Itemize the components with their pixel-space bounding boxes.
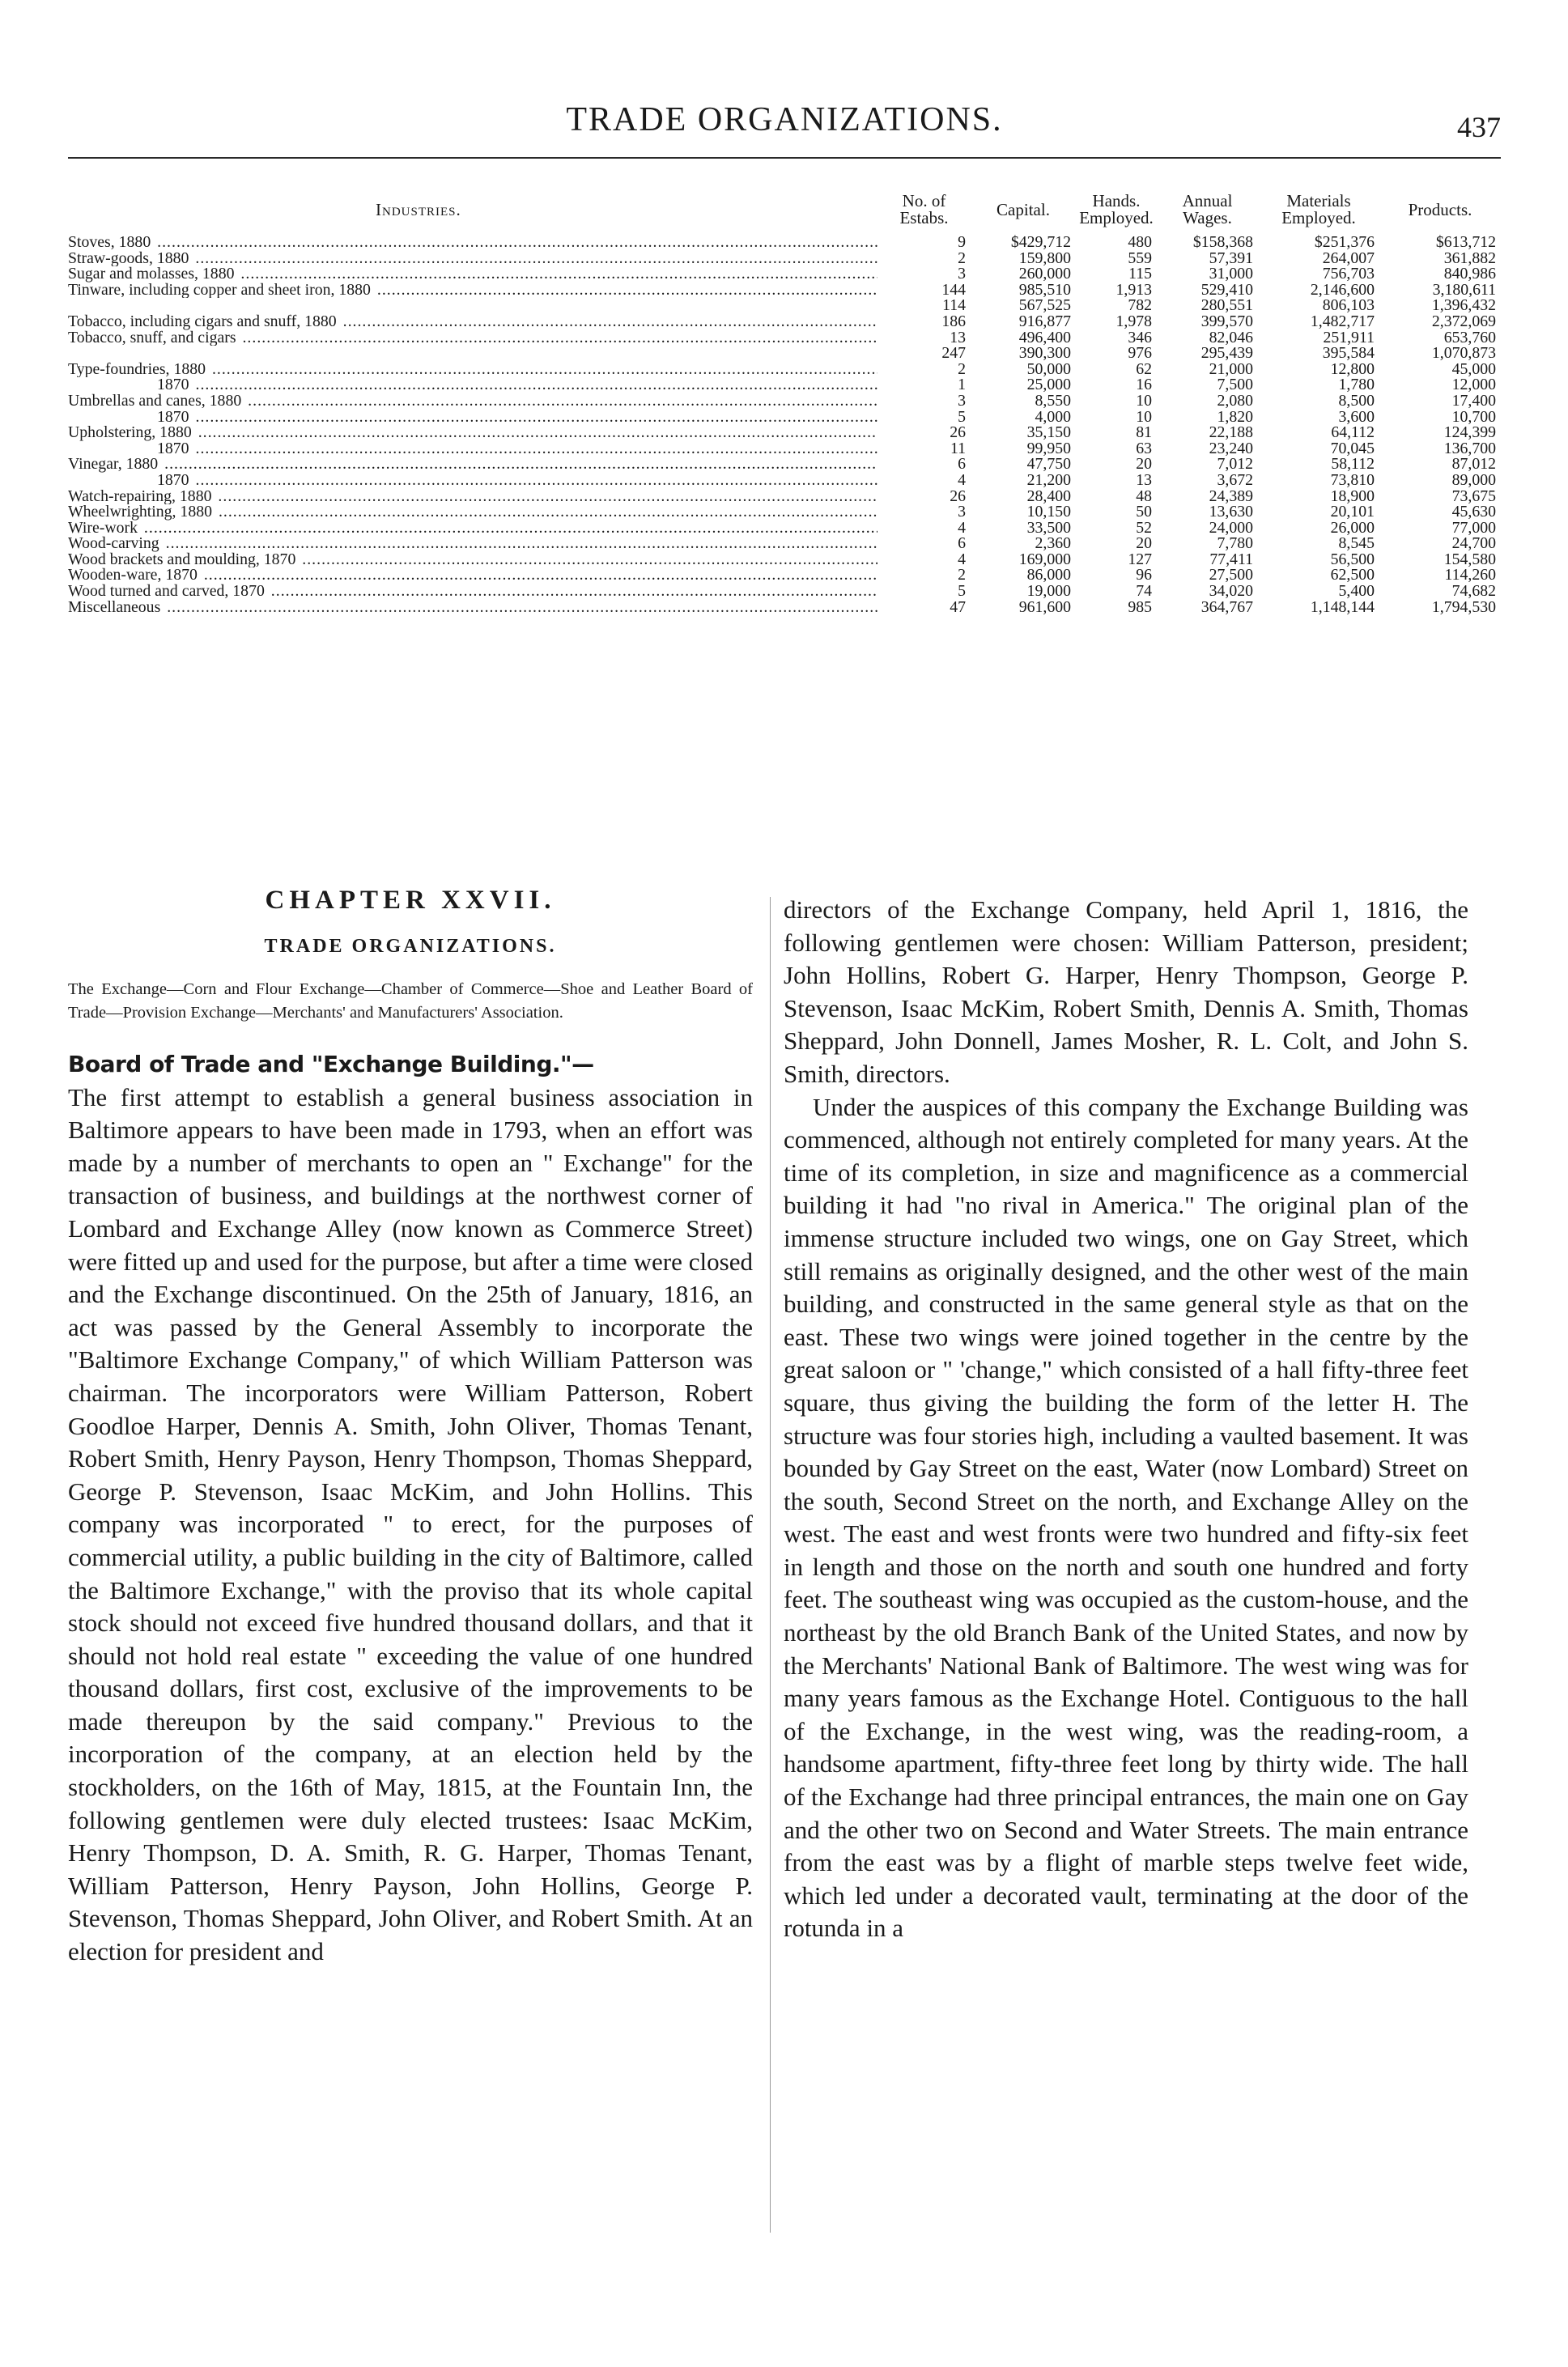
cell-materials: 20,101	[1330, 504, 1375, 521]
table-row	[68, 521, 1501, 537]
industry-name: Watch-repairing, 1880	[68, 488, 212, 505]
table-row	[68, 584, 1501, 600]
cell-materials: 2,146,600	[1310, 282, 1375, 299]
industry-name-cell	[68, 377, 877, 393]
industry-name-cell	[68, 330, 877, 346]
table-row	[68, 489, 1501, 505]
cell-materials: 73,810	[1330, 472, 1375, 489]
cell-estabs: 3	[958, 266, 966, 283]
cell-products: 89,000	[1451, 472, 1496, 489]
cell-hands: 20	[1136, 457, 1152, 473]
industry-name-cell	[68, 298, 877, 314]
cell-wages: 529,410	[1200, 282, 1253, 299]
cell-estabs: 47	[950, 599, 966, 616]
col-header-industries: Industries.	[376, 199, 461, 219]
cell-capital: 390,300	[1018, 346, 1071, 362]
dot-leader	[68, 283, 877, 299]
chapter-subtitle: TRADE ORGANIZATIONS.	[264, 936, 557, 957]
cell-wages: 3,672	[1217, 472, 1253, 489]
cell-hands: 346	[1128, 329, 1152, 346]
table-row	[68, 283, 1501, 299]
cell-materials: 5,400	[1338, 584, 1375, 600]
col-header-hands: Hands. Employed.	[1079, 191, 1154, 227]
industry-name: 1870	[68, 441, 191, 457]
cell-hands: 480	[1128, 235, 1152, 251]
cell-hands: 976	[1128, 346, 1152, 362]
industry-name: Stoves, 1880	[68, 235, 151, 251]
table-row	[68, 362, 1501, 378]
industry-name-cell	[68, 473, 877, 489]
cell-estabs: 9	[958, 235, 966, 251]
table-row	[68, 410, 1501, 426]
cell-wages: 1,820	[1217, 409, 1253, 426]
industry-name: Wooden-ware, 1870	[68, 567, 198, 584]
industry-name: Sugar and molasses, 1880	[68, 266, 235, 283]
cell-capital: 19,000	[1026, 584, 1071, 600]
cell-materials: 1,780	[1338, 377, 1375, 393]
cell-hands: 63	[1136, 440, 1152, 457]
cell-materials: 756,703	[1322, 266, 1375, 283]
industry-name: Wheelwrighting, 1880	[68, 504, 212, 521]
header-rule	[68, 157, 1501, 159]
cell-materials: 395,584	[1322, 346, 1375, 362]
cell-hands: 1,913	[1115, 282, 1152, 299]
cell-capital: 159,800	[1018, 250, 1071, 267]
cell-materials: 8,545	[1338, 536, 1375, 552]
cell-wages: $158,368	[1192, 235, 1253, 251]
industries-table	[68, 185, 1501, 615]
cell-hands: 115	[1128, 266, 1152, 283]
cell-estabs: 4	[958, 520, 966, 537]
page-number: 437	[1457, 111, 1501, 143]
cell-products: 87,012	[1451, 457, 1496, 473]
cell-estabs: 3	[958, 393, 966, 410]
cell-materials: 70,045	[1330, 440, 1375, 457]
industry-name-cell	[68, 283, 877, 299]
industry-name: Wood turned and carved, 1870	[68, 584, 265, 600]
cell-wages: 31,000	[1209, 266, 1253, 283]
dot-leader	[68, 457, 877, 473]
industry-name-cell	[68, 441, 877, 457]
table-row	[68, 346, 1501, 362]
table-row	[68, 536, 1501, 552]
cell-estabs: 114	[942, 298, 966, 314]
cell-estabs: 2	[958, 567, 966, 584]
cell-wages: 364,767	[1200, 599, 1253, 616]
industry-name: Wood brackets and moulding, 1870	[68, 551, 296, 568]
industry-name: Type-foundries, 1880	[68, 361, 206, 378]
cell-hands: 10	[1136, 393, 1152, 410]
industry-name-cell	[68, 600, 877, 616]
right-column	[784, 894, 1468, 1945]
industry-name-cell	[68, 266, 877, 283]
cell-products: 45,000	[1451, 361, 1496, 378]
cell-wages: 82,046	[1209, 329, 1253, 346]
table-row	[68, 567, 1501, 584]
dot-leader	[68, 489, 877, 505]
chapter-title: CHAPTER XXVII.	[265, 886, 556, 915]
table-row	[68, 504, 1501, 521]
cell-materials: 806,103	[1322, 298, 1375, 314]
cell-products: 653,760	[1443, 329, 1496, 346]
industry-name-cell	[68, 393, 877, 410]
dot-leader	[68, 251, 877, 267]
cell-wages: 24,389	[1209, 488, 1253, 505]
cell-capital: 99,950	[1026, 440, 1071, 457]
cell-products: 154,580	[1443, 551, 1496, 568]
cell-hands: 50	[1136, 504, 1152, 521]
industry-name: Straw-goods, 1880	[68, 250, 189, 267]
cell-capital: 47,750	[1026, 457, 1071, 473]
cell-wages: 7,012	[1217, 457, 1253, 473]
cell-capital: 21,200	[1026, 472, 1071, 489]
dot-leader	[68, 504, 877, 521]
dot-leader	[68, 584, 877, 600]
cell-capital: 169,000	[1018, 551, 1071, 568]
left-column	[68, 882, 753, 1969]
table-row	[68, 314, 1501, 330]
industry-name: Tobacco, including cigars and snuff, 1880	[68, 313, 337, 330]
cell-hands: 16	[1136, 377, 1152, 393]
dot-leader	[68, 362, 877, 378]
dot-leader	[68, 314, 877, 330]
cell-estabs: 6	[958, 457, 966, 473]
cell-capital: 25,000	[1026, 377, 1071, 393]
body-paragraph: directors of the Exchange Company, held April 1, 1816, the following gentlemen were chosen: William Patterson, president; John Hollins, Robert G. Harper, Henry Thompson, George P. Stevenson, Isaac McKim, Robert Smith, Dennis A. Smith, Thomas Sheppard, John Donnell, James Mosher, R. L. Colt, and John S. Smith, directors.	[784, 895, 1468, 1088]
industry-name: Tinware, including copper and sheet iron, 1880	[68, 282, 371, 299]
table-row	[68, 393, 1501, 410]
cell-products: 74,682	[1451, 584, 1496, 600]
cell-estabs: 6	[958, 536, 966, 552]
cell-estabs: 1	[958, 377, 966, 393]
cell-wages: 24,000	[1209, 520, 1253, 537]
industry-name: Umbrellas and canes, 1880	[68, 393, 242, 410]
industry-name-cell	[68, 536, 877, 552]
cell-products: 1,794,530	[1431, 599, 1496, 616]
dot-leader	[68, 521, 877, 537]
industry-name-cell	[68, 314, 877, 330]
table-row	[68, 473, 1501, 489]
cell-estabs: 3	[958, 504, 966, 521]
industry-name-cell	[68, 235, 877, 251]
cell-estabs: 5	[958, 409, 966, 426]
dot-leader	[68, 393, 877, 410]
industry-name-cell	[68, 552, 877, 568]
dot-leader	[68, 425, 877, 441]
dot-leader	[68, 330, 877, 346]
cell-hands: 48	[1136, 488, 1152, 505]
industry-name-cell	[68, 346, 877, 362]
cell-products: 1,396,432	[1431, 298, 1496, 314]
industry-name-cell	[68, 410, 877, 426]
cell-estabs: 2	[958, 250, 966, 267]
cell-capital: 8,550	[1035, 393, 1071, 410]
cell-estabs: 13	[950, 329, 966, 346]
column-divider	[770, 897, 771, 2233]
dot-leader	[68, 536, 877, 552]
industry-name-cell	[68, 489, 877, 505]
cell-capital: 50,000	[1026, 361, 1071, 378]
cell-materials: 1,482,717	[1310, 313, 1375, 330]
cell-products: 12,000	[1451, 377, 1496, 393]
col-header-products: Products.	[1408, 199, 1472, 219]
industry-name: 1870	[68, 377, 191, 393]
cell-wages: 34,020	[1209, 584, 1253, 600]
cell-products: 840,986	[1443, 266, 1496, 283]
cell-estabs: 11	[950, 440, 966, 457]
cell-wages: 2,080	[1217, 393, 1253, 410]
dot-leader	[68, 266, 877, 283]
cell-capital: 28,400	[1026, 488, 1071, 505]
industry-name-cell	[68, 521, 877, 537]
cell-estabs: 247	[941, 346, 966, 362]
industry-name-cell	[68, 457, 877, 473]
cell-hands: 782	[1128, 298, 1152, 314]
cell-capital: 567,525	[1018, 298, 1071, 314]
table-row	[68, 425, 1501, 441]
table-row	[68, 441, 1501, 457]
cell-materials: 58,112	[1331, 457, 1375, 473]
cell-materials: 3,600	[1338, 409, 1375, 426]
cell-estabs: 4	[958, 472, 966, 489]
cell-products: 10,700	[1451, 409, 1496, 426]
dot-leader	[68, 567, 877, 584]
col-header-materials: Materials Employed.	[1281, 191, 1356, 227]
cell-wages: 295,439	[1200, 346, 1253, 362]
cell-hands: 96	[1136, 567, 1152, 584]
industry-name: Vinegar, 1880	[68, 457, 159, 473]
cell-hands: 52	[1136, 520, 1152, 537]
cell-capital: 2,360	[1035, 536, 1071, 552]
cell-wages: 7,500	[1217, 377, 1253, 393]
cell-hands: 10	[1136, 409, 1152, 426]
cell-products: 124,399	[1443, 425, 1496, 441]
cell-products: 136,700	[1443, 440, 1496, 457]
cell-materials: 18,900	[1330, 488, 1375, 505]
cell-hands: 81	[1136, 425, 1152, 441]
cell-materials: 64,112	[1331, 425, 1375, 441]
cell-products: $613,712	[1435, 235, 1496, 251]
cell-estabs: 5	[958, 584, 966, 600]
industry-name-cell	[68, 504, 877, 521]
table-row	[68, 457, 1501, 473]
cell-products: 114,260	[1444, 567, 1496, 584]
cell-capital: 35,150	[1026, 425, 1071, 441]
cell-wages: 22,188	[1209, 425, 1253, 441]
table-header-row	[68, 185, 1501, 235]
dot-leader	[68, 235, 877, 251]
industry-name-cell	[68, 584, 877, 600]
cell-estabs: 186	[941, 313, 966, 330]
industry-name-cell	[68, 425, 877, 441]
industry-name: 1870	[68, 410, 191, 426]
cell-products: 45,630	[1451, 504, 1496, 521]
industry-name: Wire-work	[68, 520, 138, 537]
industry-name: 1870	[68, 473, 191, 489]
cell-hands: 127	[1128, 551, 1152, 568]
body-paragraph	[68, 1048, 753, 1969]
cell-materials: 26,000	[1330, 520, 1375, 537]
col-header-capital: Capital.	[996, 199, 1050, 219]
body-paragraph: Under the auspices of this company the Exchange Building was commenced, although not entirely completed for many years. At the time of its completion, in size and magnificence as a commercial building it had "no rival in America." The original plan of the immense structure included two wings, one on Gay Street, which still remains as originally designed, and the other west of the main building, and constructed in the same general style as that on the east. These two wings were joined together in the centre by the great saloon or " 'change," which consisted of a hall fifty-three feet square, thus giving the building the form of the letter H. The structure was four stories high, including a vaulted basement. It was bounded by Gay Street on the east, Water (now Lombard) Street on the south, Second Street on the north, and Exchange Alley on the west. The east and west fronts were two hundred and fifty-six feet in length and those on the north and south one hundred and forty feet. The southeast wing was occupied as the custom-house, and the northeast by the old Branch Bank of the United States, and now by the Merchants' National Bank of Baltimore. The west wing was for many years famous as the Exchange Hotel. Contiguous to the hall of the Exchange, in the west wing, was the reading-room, a handsome apartment, fifty-three feet long by thirty wide. The hall of the Exchange had three principal entrances, the main one on Gay and the other two on Second and Water Streets. The main entrance from the east was by a flight of marble steps twelve feet wide, which led under a decorated vault, terminating at the door of the rotunda in a	[784, 1092, 1468, 1943]
chapter-summary: The Exchange—Corn and Flour Exchange—Chamber of Commerce—Shoe and Leather Board of Trade—Provision Exchange—Merchants' and Manufacturers' Association.	[68, 980, 753, 1022]
industry-name: Upholstering, 1880	[68, 425, 192, 441]
cell-hands: 62	[1136, 361, 1152, 378]
cell-wages: 57,391	[1209, 250, 1253, 267]
table-body	[68, 235, 1501, 615]
cell-capital: 33,500	[1026, 520, 1071, 537]
table-row	[68, 251, 1501, 267]
cell-capital: 496,400	[1018, 329, 1071, 346]
cell-materials: 1,148,144	[1310, 599, 1375, 616]
cell-estabs: 26	[950, 425, 966, 441]
dot-leader	[68, 473, 877, 489]
table-row	[68, 552, 1501, 568]
col-header-estabs: No. of Estabs.	[899, 191, 949, 227]
industry-name-cell	[68, 251, 877, 267]
cell-materials: 8,500	[1338, 393, 1375, 410]
cell-estabs: 26	[950, 488, 966, 505]
cell-products: 1,070,873	[1431, 346, 1496, 362]
cell-wages: 7,780	[1217, 536, 1253, 552]
cell-products: 77,000	[1451, 520, 1496, 537]
cell-wages: 280,551	[1200, 298, 1253, 314]
table-row	[68, 235, 1501, 251]
cell-products: 73,675	[1451, 488, 1496, 505]
cell-estabs: 2	[958, 361, 966, 378]
industry-name: Wood-carving	[68, 536, 159, 552]
industry-name-cell	[68, 567, 877, 584]
cell-wages: 27,500	[1209, 567, 1253, 584]
cell-estabs: 4	[958, 551, 966, 568]
cell-products: 3,180,611	[1432, 282, 1496, 299]
cell-materials: 251,911	[1323, 329, 1375, 346]
dot-leader	[68, 441, 877, 457]
table-row	[68, 377, 1501, 393]
cell-products: 17,400	[1451, 393, 1496, 410]
cell-products: 24,700	[1451, 536, 1496, 552]
paragraph-text: The first attempt to establish a general business association in Baltimore appears to have been made in 1793, when an effort was made by a number of merchants to open an " Exchange" for the transaction of business, and buildings at the northwest corner of Lombard and Exchange Alley (now known as Commerce Street) were fitted up and used for the purpose, but after a time were closed and the Exchange discontinued. On the 25th of January, 1816, an act was passed by the General Assembly to incorporate the "Baltimore Exchange Company," of which William Patterson was chairman. The incorporators were William Patterson, Robert Goodloe Harper, Dennis A. Smith, John Oliver, Thomas Tenant, Robert Smith, Henry Payson, Henry Thompson, Thomas Sheppard, George P. Stevenson, Isaac McKim, and John Hollins. This company was incorporated " to erect, for the purposes of commercial utility, a public building in the city of Baltimore, called the Baltimore Exchange," with the proviso that its whole capital stock should not exceed five hundred thousand dollars, and that it should not hold real estate " exceeding the value of one hundred thousand dollars, first cost, exclusive of the improvements to be made thereupon by the said company." Previous to the incorporation of the company, at an election held by the stockholders, on the 16th of May, 1815, at the Fountain Inn, the following gentlemen were duly elected trustees: Isaac McKim, Henry Thompson, D. A. Smith, R. G. Harper, Thomas Tenant, William Patterson, Henry Payson, John Hollins, George P. Stevenson, Thomas Sheppard, John Oliver, and Robert Smith. At an election for president and	[68, 1082, 753, 1966]
cell-materials: 12,800	[1330, 361, 1375, 378]
dot-leader	[68, 377, 877, 393]
cell-capital: $429,712	[1010, 235, 1071, 251]
cell-estabs: 144	[941, 282, 966, 299]
cell-hands: 20	[1136, 536, 1152, 552]
cell-hands: 74	[1136, 584, 1152, 600]
dot-leader	[68, 552, 877, 568]
cell-capital: 985,510	[1018, 282, 1071, 299]
dot-leader	[68, 600, 877, 616]
cell-hands: 559	[1128, 250, 1152, 267]
cell-hands: 985	[1128, 599, 1152, 616]
table-row	[68, 266, 1501, 283]
cell-wages: 23,240	[1209, 440, 1253, 457]
table-row	[68, 600, 1501, 616]
running-header	[68, 96, 1501, 144]
cell-wages: 77,411	[1209, 551, 1253, 568]
cell-materials: 56,500	[1330, 551, 1375, 568]
col-header-wages: Annual Wages.	[1182, 191, 1233, 227]
cell-capital: 4,000	[1035, 409, 1071, 426]
cell-products: 2,372,069	[1431, 313, 1496, 330]
cell-wages: 21,000	[1209, 361, 1253, 378]
cell-capital: 10,150	[1026, 504, 1071, 521]
cell-materials: 62,500	[1330, 567, 1375, 584]
table-row	[68, 330, 1501, 346]
section-heading: Board of Trade and "Exchange Building."—	[68, 1051, 594, 1077]
cell-capital: 260,000	[1018, 266, 1071, 283]
cell-materials: 264,007	[1322, 250, 1375, 267]
cell-wages: 13,630	[1209, 504, 1253, 521]
cell-capital: 961,600	[1018, 599, 1071, 616]
industry-name-cell	[68, 362, 877, 378]
cell-hands: 1,978	[1115, 313, 1152, 330]
cell-capital: 916,877	[1018, 313, 1071, 330]
industry-name: Miscellaneous	[68, 599, 161, 616]
cell-materials: $251,376	[1314, 235, 1375, 251]
cell-wages: 399,570	[1200, 313, 1253, 330]
industry-name: Tobacco, snuff, and cigars	[68, 329, 236, 346]
cell-products: 361,882	[1443, 250, 1496, 267]
cell-capital: 86,000	[1026, 567, 1071, 584]
cell-hands: 13	[1136, 472, 1152, 489]
running-title: TRADE ORGANIZATIONS.	[566, 101, 1003, 138]
dot-leader	[68, 410, 877, 426]
table-row	[68, 298, 1501, 314]
